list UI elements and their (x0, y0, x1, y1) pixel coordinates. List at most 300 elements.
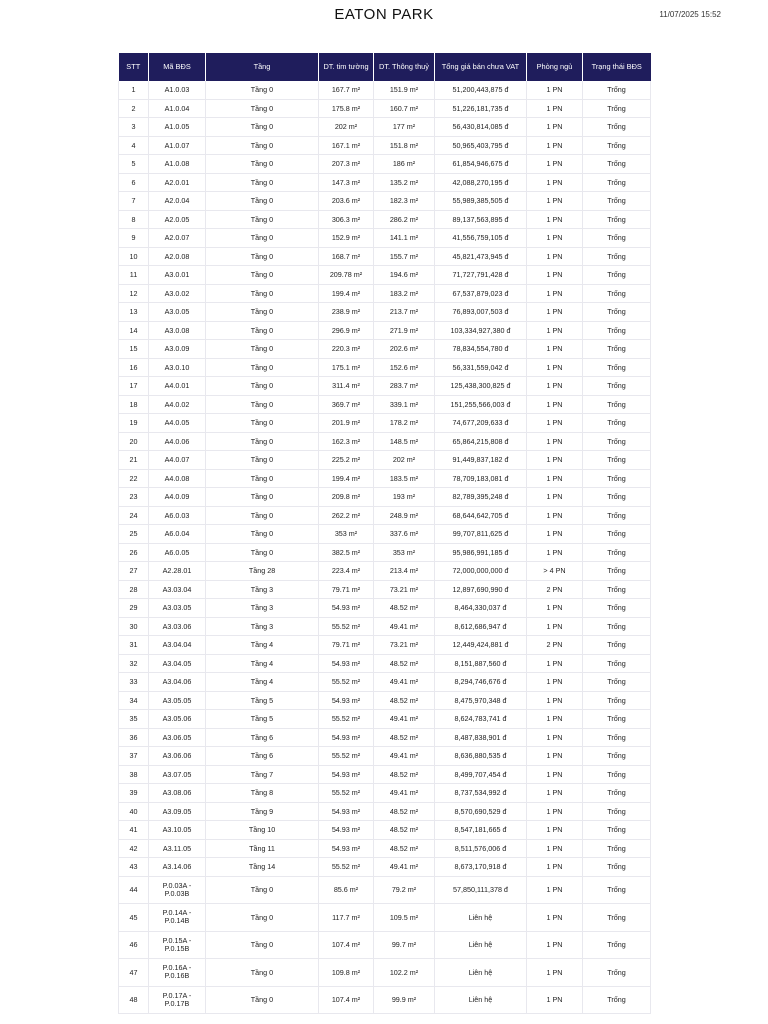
cell-bedrooms: 1 PN (527, 99, 583, 118)
cell-gross-area: 353 m² (319, 525, 374, 544)
cell-price: 42,088,270,195 đ (435, 173, 527, 192)
cell-status: Trống (583, 839, 651, 858)
cell-status: Trống (583, 377, 651, 396)
cell-price: 51,226,181,735 đ (435, 99, 527, 118)
cell-status: Trống (583, 247, 651, 266)
cell-net-area: 49.41 m² (374, 784, 435, 803)
cell-status: Trống (583, 136, 651, 155)
cell-code: P.0.14A - P.0.14B (149, 904, 206, 932)
table-row (119, 654, 651, 673)
table-row (119, 155, 651, 174)
cell-gross-area: 209.78 m² (319, 266, 374, 285)
cell-code: A4.0.08 (149, 469, 206, 488)
cell-stt: 15 (119, 340, 149, 359)
cell-gross-area: 209.8 m² (319, 488, 374, 507)
header-floor: Tầng (206, 53, 319, 81)
table-header (119, 53, 651, 81)
header-price: Tổng giá bán chưa VAT (435, 53, 527, 81)
cell-code: P.0.15A - P.0.15B (149, 931, 206, 959)
cell-stt: 18 (119, 395, 149, 414)
table-row (119, 599, 651, 618)
cell-price: 12,449,424,881 đ (435, 636, 527, 655)
cell-status: Trống (583, 543, 651, 562)
cell-code: A2.0.08 (149, 247, 206, 266)
cell-status: Trống (583, 580, 651, 599)
cell-code: A3.11.05 (149, 839, 206, 858)
cell-gross-area: 311.4 m² (319, 377, 374, 396)
cell-gross-area: 147.3 m² (319, 173, 374, 192)
cell-net-area: 183.2 m² (374, 284, 435, 303)
cell-floor: Tầng 0 (206, 876, 319, 904)
table-row (119, 321, 651, 340)
cell-stt: 28 (119, 580, 149, 599)
cell-bedrooms: 1 PN (527, 654, 583, 673)
cell-status: Trống (583, 747, 651, 766)
cell-price: 74,677,209,633 đ (435, 414, 527, 433)
cell-status: Trống (583, 266, 651, 285)
table-row (119, 747, 651, 766)
cell-floor: Tầng 0 (206, 959, 319, 987)
cell-floor: Tầng 4 (206, 673, 319, 692)
table-row (119, 451, 651, 470)
cell-code: A3.06.06 (149, 747, 206, 766)
cell-code: A2.28.01 (149, 562, 206, 581)
cell-code: A3.07.05 (149, 765, 206, 784)
cell-floor: Tầng 0 (206, 931, 319, 959)
cell-stt: 24 (119, 506, 149, 525)
cell-price: 56,331,559,042 đ (435, 358, 527, 377)
cell-price: 78,834,554,780 đ (435, 340, 527, 359)
cell-price: 68,644,642,705 đ (435, 506, 527, 525)
cell-gross-area: 109.8 m² (319, 959, 374, 987)
cell-price: 65,864,215,808 đ (435, 432, 527, 451)
table-row (119, 136, 651, 155)
cell-floor: Tầng 0 (206, 451, 319, 470)
cell-code: A3.0.05 (149, 303, 206, 322)
cell-net-area: 48.52 m² (374, 654, 435, 673)
table-row (119, 562, 651, 581)
cell-floor: Tầng 0 (206, 377, 319, 396)
cell-bedrooms: 1 PN (527, 784, 583, 803)
cell-stt: 37 (119, 747, 149, 766)
cell-stt: 6 (119, 173, 149, 192)
cell-code: A3.03.04 (149, 580, 206, 599)
cell-gross-area: 369.7 m² (319, 395, 374, 414)
table-row (119, 303, 651, 322)
table-row (119, 395, 651, 414)
cell-stt: 10 (119, 247, 149, 266)
cell-net-area: 99.7 m² (374, 931, 435, 959)
cell-bedrooms: 1 PN (527, 173, 583, 192)
table-row (119, 469, 651, 488)
table-row (119, 802, 651, 821)
cell-net-area: 155.7 m² (374, 247, 435, 266)
cell-gross-area: 225.2 m² (319, 451, 374, 470)
cell-status: Trống (583, 525, 651, 544)
cell-bedrooms: > 4 PN (527, 562, 583, 581)
cell-gross-area: 55.52 m² (319, 617, 374, 636)
cell-net-area: 48.52 m² (374, 802, 435, 821)
cell-stt: 9 (119, 229, 149, 248)
cell-stt: 5 (119, 155, 149, 174)
cell-gross-area: 238.9 m² (319, 303, 374, 322)
cell-gross-area: 107.4 m² (319, 986, 374, 1014)
cell-code: A6.0.05 (149, 543, 206, 562)
cell-net-area: 73.21 m² (374, 636, 435, 655)
table-row (119, 858, 651, 877)
cell-stt: 4 (119, 136, 149, 155)
header-code: Mã BĐS (149, 53, 206, 81)
table-row (119, 210, 651, 229)
cell-status: Trống (583, 358, 651, 377)
cell-stt: 40 (119, 802, 149, 821)
table-row (119, 821, 651, 840)
cell-floor: Tầng 0 (206, 155, 319, 174)
cell-floor: Tầng 7 (206, 765, 319, 784)
cell-bedrooms: 1 PN (527, 488, 583, 507)
cell-floor: Tầng 0 (206, 358, 319, 377)
cell-net-area: 283.7 m² (374, 377, 435, 396)
cell-code: P.0.03A - P.0.03B (149, 876, 206, 904)
cell-gross-area: 85.6 m² (319, 876, 374, 904)
cell-bedrooms: 1 PN (527, 691, 583, 710)
cell-net-area: 186 m² (374, 155, 435, 174)
cell-net-area: 213.7 m² (374, 303, 435, 322)
cell-status: Trống (583, 904, 651, 932)
cell-gross-area: 54.93 m² (319, 802, 374, 821)
table-row (119, 710, 651, 729)
cell-code: A3.0.01 (149, 266, 206, 285)
cell-status: Trống (583, 303, 651, 322)
cell-code: A3.04.05 (149, 654, 206, 673)
table-row (119, 414, 651, 433)
cell-floor: Tầng 0 (206, 543, 319, 562)
cell-code: A4.0.01 (149, 377, 206, 396)
cell-stt: 8 (119, 210, 149, 229)
cell-code: A3.14.06 (149, 858, 206, 877)
cell-net-area: 49.41 m² (374, 858, 435, 877)
cell-status: Trống (583, 173, 651, 192)
cell-net-area: 193 m² (374, 488, 435, 507)
cell-bedrooms: 1 PN (527, 673, 583, 692)
cell-stt: 3 (119, 118, 149, 137)
table-row (119, 81, 651, 99)
cell-gross-area: 382.5 m² (319, 543, 374, 562)
cell-price: 50,965,403,795 đ (435, 136, 527, 155)
cell-stt: 26 (119, 543, 149, 562)
cell-stt: 39 (119, 784, 149, 803)
cell-status: Trống (583, 821, 651, 840)
cell-floor: Tầng 0 (206, 99, 319, 118)
cell-bedrooms: 1 PN (527, 192, 583, 211)
cell-code: A3.06.05 (149, 728, 206, 747)
cell-net-area: 49.41 m² (374, 673, 435, 692)
cell-bedrooms: 1 PN (527, 284, 583, 303)
cell-floor: Tầng 0 (206, 506, 319, 525)
cell-gross-area: 54.93 m² (319, 821, 374, 840)
table-row (119, 358, 651, 377)
cell-net-area: 182.3 m² (374, 192, 435, 211)
cell-status: Trống (583, 710, 651, 729)
cell-stt: 14 (119, 321, 149, 340)
cell-net-area: 48.52 m² (374, 599, 435, 618)
cell-net-area: 151.9 m² (374, 81, 435, 99)
cell-bedrooms: 1 PN (527, 599, 583, 618)
cell-gross-area: 54.93 m² (319, 839, 374, 858)
cell-net-area: 49.41 m² (374, 617, 435, 636)
cell-floor: Tầng 14 (206, 858, 319, 877)
cell-code: A1.0.05 (149, 118, 206, 137)
cell-bedrooms: 1 PN (527, 377, 583, 396)
cell-status: Trống (583, 673, 651, 692)
cell-price: 8,612,686,947 đ (435, 617, 527, 636)
cell-floor: Tầng 0 (206, 81, 319, 99)
cell-price: Liên hệ (435, 986, 527, 1014)
cell-net-area: 102.2 m² (374, 959, 435, 987)
cell-status: Trống (583, 210, 651, 229)
cell-stt: 32 (119, 654, 149, 673)
cell-price: Liên hệ (435, 959, 527, 987)
cell-gross-area: 162.3 m² (319, 432, 374, 451)
cell-gross-area: 152.9 m² (319, 229, 374, 248)
cell-bedrooms: 1 PN (527, 876, 583, 904)
cell-stt: 34 (119, 691, 149, 710)
cell-floor: Tầng 9 (206, 802, 319, 821)
cell-bedrooms: 2 PN (527, 636, 583, 655)
table-row (119, 506, 651, 525)
cell-status: Trống (583, 340, 651, 359)
cell-code: A4.0.02 (149, 395, 206, 414)
table-row (119, 229, 651, 248)
cell-stt: 45 (119, 904, 149, 932)
cell-net-area: 48.52 m² (374, 728, 435, 747)
cell-stt: 41 (119, 821, 149, 840)
cell-floor: Tầng 0 (206, 904, 319, 932)
cell-gross-area: 223.4 m² (319, 562, 374, 581)
cell-net-area: 48.52 m² (374, 821, 435, 840)
header-row (119, 53, 651, 81)
cell-net-area: 248.9 m² (374, 506, 435, 525)
cell-stt: 48 (119, 986, 149, 1014)
cell-net-area: 73.21 m² (374, 580, 435, 599)
cell-floor: Tầng 0 (206, 395, 319, 414)
cell-bedrooms: 2 PN (527, 580, 583, 599)
cell-stt: 12 (119, 284, 149, 303)
table-row (119, 543, 651, 562)
cell-stt: 29 (119, 599, 149, 618)
cell-floor: Tầng 0 (206, 229, 319, 248)
cell-status: Trống (583, 636, 651, 655)
cell-status: Trống (583, 99, 651, 118)
table-row (119, 931, 651, 959)
cell-gross-area: 168.7 m² (319, 247, 374, 266)
cell-net-area: 79.2 m² (374, 876, 435, 904)
cell-stt: 13 (119, 303, 149, 322)
print-timestamp: 11/07/2025 15:52 (659, 10, 721, 19)
cell-price: 8,673,170,918 đ (435, 858, 527, 877)
cell-code: A1.0.04 (149, 99, 206, 118)
cell-status: Trống (583, 784, 651, 803)
cell-price: 8,475,970,348 đ (435, 691, 527, 710)
header-status: Trạng thái BĐS (583, 53, 651, 81)
property-table (118, 53, 651, 1014)
cell-floor: Tầng 0 (206, 173, 319, 192)
cell-bedrooms: 1 PN (527, 451, 583, 470)
cell-gross-area: 167.7 m² (319, 81, 374, 99)
cell-floor: Tầng 0 (206, 284, 319, 303)
cell-status: Trống (583, 654, 651, 673)
cell-gross-area: 54.93 m² (319, 691, 374, 710)
cell-floor: Tầng 11 (206, 839, 319, 858)
cell-stt: 46 (119, 931, 149, 959)
cell-price: 103,334,927,380 đ (435, 321, 527, 340)
cell-stt: 16 (119, 358, 149, 377)
table-row (119, 525, 651, 544)
cell-floor: Tầng 0 (206, 303, 319, 322)
cell-code: A3.03.05 (149, 599, 206, 618)
cell-price: 72,000,000,000 đ (435, 562, 527, 581)
cell-net-area: 271.9 m² (374, 321, 435, 340)
cell-stt: 42 (119, 839, 149, 858)
cell-bedrooms: 1 PN (527, 340, 583, 359)
cell-net-area: 151.8 m² (374, 136, 435, 155)
cell-floor: Tầng 3 (206, 580, 319, 599)
cell-gross-area: 203.6 m² (319, 192, 374, 211)
table-row (119, 986, 651, 1014)
cell-net-area: 152.6 m² (374, 358, 435, 377)
cell-status: Trống (583, 432, 651, 451)
table-row (119, 488, 651, 507)
cell-net-area: 48.52 m² (374, 765, 435, 784)
cell-code: A2.0.07 (149, 229, 206, 248)
cell-bedrooms: 1 PN (527, 986, 583, 1014)
cell-net-area: 49.41 m² (374, 747, 435, 766)
cell-price: 45,821,473,945 đ (435, 247, 527, 266)
cell-price: 8,511,576,006 đ (435, 839, 527, 858)
cell-status: Trống (583, 599, 651, 618)
header-net-area: DT. Thông thuỷ (374, 53, 435, 81)
cell-bedrooms: 1 PN (527, 839, 583, 858)
cell-net-area: 160.7 m² (374, 99, 435, 118)
cell-net-area: 213.4 m² (374, 562, 435, 581)
cell-floor: Tầng 28 (206, 562, 319, 581)
cell-bedrooms: 1 PN (527, 904, 583, 932)
cell-floor: Tầng 0 (206, 321, 319, 340)
cell-price: 125,438,300,825 đ (435, 377, 527, 396)
cell-price: Liên hệ (435, 931, 527, 959)
table-row (119, 173, 651, 192)
cell-bedrooms: 1 PN (527, 765, 583, 784)
cell-code: A2.0.05 (149, 210, 206, 229)
cell-gross-area: 296.9 m² (319, 321, 374, 340)
cell-price: 8,570,690,529 đ (435, 802, 527, 821)
cell-status: Trống (583, 802, 651, 821)
table-row (119, 99, 651, 118)
cell-gross-area: 199.4 m² (319, 469, 374, 488)
cell-net-area: 48.52 m² (374, 839, 435, 858)
cell-price: 12,897,690,990 đ (435, 580, 527, 599)
cell-code: A4.0.05 (149, 414, 206, 433)
table-row (119, 580, 651, 599)
cell-bedrooms: 1 PN (527, 247, 583, 266)
cell-stt: 35 (119, 710, 149, 729)
cell-status: Trống (583, 506, 651, 525)
cell-code: A3.0.02 (149, 284, 206, 303)
cell-status: Trống (583, 284, 651, 303)
cell-price: 8,636,880,535 đ (435, 747, 527, 766)
cell-stt: 11 (119, 266, 149, 285)
cell-price: 67,537,879,023 đ (435, 284, 527, 303)
cell-net-area: 178.2 m² (374, 414, 435, 433)
table-row (119, 118, 651, 137)
cell-stt: 7 (119, 192, 149, 211)
cell-price: 89,137,563,895 đ (435, 210, 527, 229)
cell-status: Trống (583, 728, 651, 747)
cell-net-area: 148.5 m² (374, 432, 435, 451)
cell-bedrooms: 1 PN (527, 931, 583, 959)
cell-stt: 43 (119, 858, 149, 877)
table-row (119, 266, 651, 285)
cell-gross-area: 207.3 m² (319, 155, 374, 174)
cell-price: 8,499,707,454 đ (435, 765, 527, 784)
cell-gross-area: 175.1 m² (319, 358, 374, 377)
cell-floor: Tầng 8 (206, 784, 319, 803)
cell-code: A3.05.05 (149, 691, 206, 710)
cell-net-area: 99.9 m² (374, 986, 435, 1014)
cell-price: 8,547,181,665 đ (435, 821, 527, 840)
cell-bedrooms: 1 PN (527, 266, 583, 285)
cell-status: Trống (583, 321, 651, 340)
cell-bedrooms: 1 PN (527, 321, 583, 340)
cell-price: 76,893,007,503 đ (435, 303, 527, 322)
cell-gross-area: 117.7 m² (319, 904, 374, 932)
cell-stt: 33 (119, 673, 149, 692)
cell-stt: 31 (119, 636, 149, 655)
cell-floor: Tầng 0 (206, 136, 319, 155)
cell-net-area: 109.5 m² (374, 904, 435, 932)
cell-code: A4.0.07 (149, 451, 206, 470)
cell-floor: Tầng 0 (206, 210, 319, 229)
header-gross-area: DT. tim tường (319, 53, 374, 81)
cell-gross-area: 55.52 m² (319, 858, 374, 877)
cell-floor: Tầng 0 (206, 986, 319, 1014)
cell-code: A4.0.09 (149, 488, 206, 507)
cell-status: Trống (583, 192, 651, 211)
cell-price: 95,986,991,185 đ (435, 543, 527, 562)
cell-floor: Tầng 0 (206, 488, 319, 507)
cell-bedrooms: 1 PN (527, 303, 583, 322)
cell-code: A3.08.06 (149, 784, 206, 803)
cell-floor: Tầng 0 (206, 432, 319, 451)
cell-price: 71,727,791,428 đ (435, 266, 527, 285)
cell-price: 78,709,183,081 đ (435, 469, 527, 488)
cell-stt: 36 (119, 728, 149, 747)
cell-code: A3.0.08 (149, 321, 206, 340)
header-stt: STT (119, 53, 149, 81)
cell-price: 151,255,566,003 đ (435, 395, 527, 414)
cell-code: A3.04.06 (149, 673, 206, 692)
table-row (119, 636, 651, 655)
cell-stt: 1 (119, 81, 149, 99)
cell-net-area: 286.2 m² (374, 210, 435, 229)
cell-floor: Tầng 3 (206, 617, 319, 636)
cell-bedrooms: 1 PN (527, 358, 583, 377)
cell-bedrooms: 1 PN (527, 525, 583, 544)
cell-price: 56,430,814,085 đ (435, 118, 527, 137)
table-row (119, 247, 651, 266)
cell-status: Trống (583, 617, 651, 636)
cell-gross-area: 202 m² (319, 118, 374, 137)
